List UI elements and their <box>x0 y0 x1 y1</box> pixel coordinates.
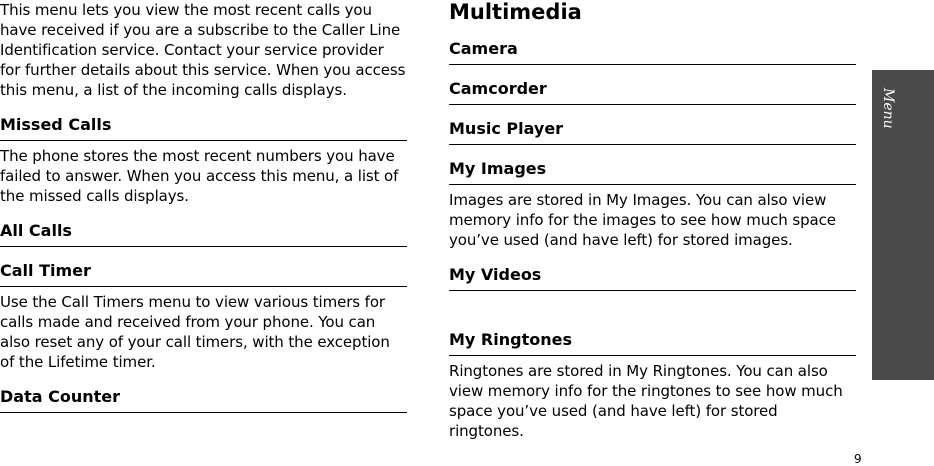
right-column <box>449 0 856 441</box>
section-title-multimedia: Multimedia <box>449 0 582 24</box>
heading-my-images: My Images <box>449 159 856 185</box>
heading-data-counter: Data Counter <box>0 387 407 413</box>
intro-paragraph: This menu lets you view the most recent calls you have received if you are a subscribe to the Caller Line Identification service. Contact your service provider for further details about this service. When you access this menu, a list of the incoming calls displays. <box>0 1 406 99</box>
my-images-paragraph: Images are stored in My Images. You can also view memory info for the images to see how much space you’ve used (and have left) for stored images. <box>449 191 836 249</box>
heading-my-ringtones: My Ringtones <box>449 330 856 356</box>
heading-missed-calls: Missed Calls <box>0 115 407 141</box>
heading-camcorder: Camcorder <box>449 79 856 105</box>
heading-camera: Camera <box>449 39 856 65</box>
heading-music-player: Music Player <box>449 119 856 145</box>
page-number: 9 <box>854 452 862 466</box>
call-timer-paragraph: Use the Call Timers menu to view various timers for calls made and received from your phone. You can also reset any of your call timers, with the exception of the Lifetime timer. <box>0 293 390 371</box>
heading-all-calls: All Calls <box>0 221 407 247</box>
heading-call-timer: Call Timer <box>0 261 407 287</box>
side-tab-label: Menu functions <box>856 88 896 154</box>
missed-calls-paragraph: The phone stores the most recent numbers you have failed to answer. When you access this menu, a list of the missed calls displays. <box>0 147 399 205</box>
my-ringtones-paragraph: Ringtones are stored in My Ringtones. You can also view memory info for the ringtones to see how much space you’ve used (and have left) for stored ringtones. <box>449 362 843 440</box>
left-column <box>0 0 407 413</box>
heading-my-videos: My Videos <box>449 265 856 291</box>
